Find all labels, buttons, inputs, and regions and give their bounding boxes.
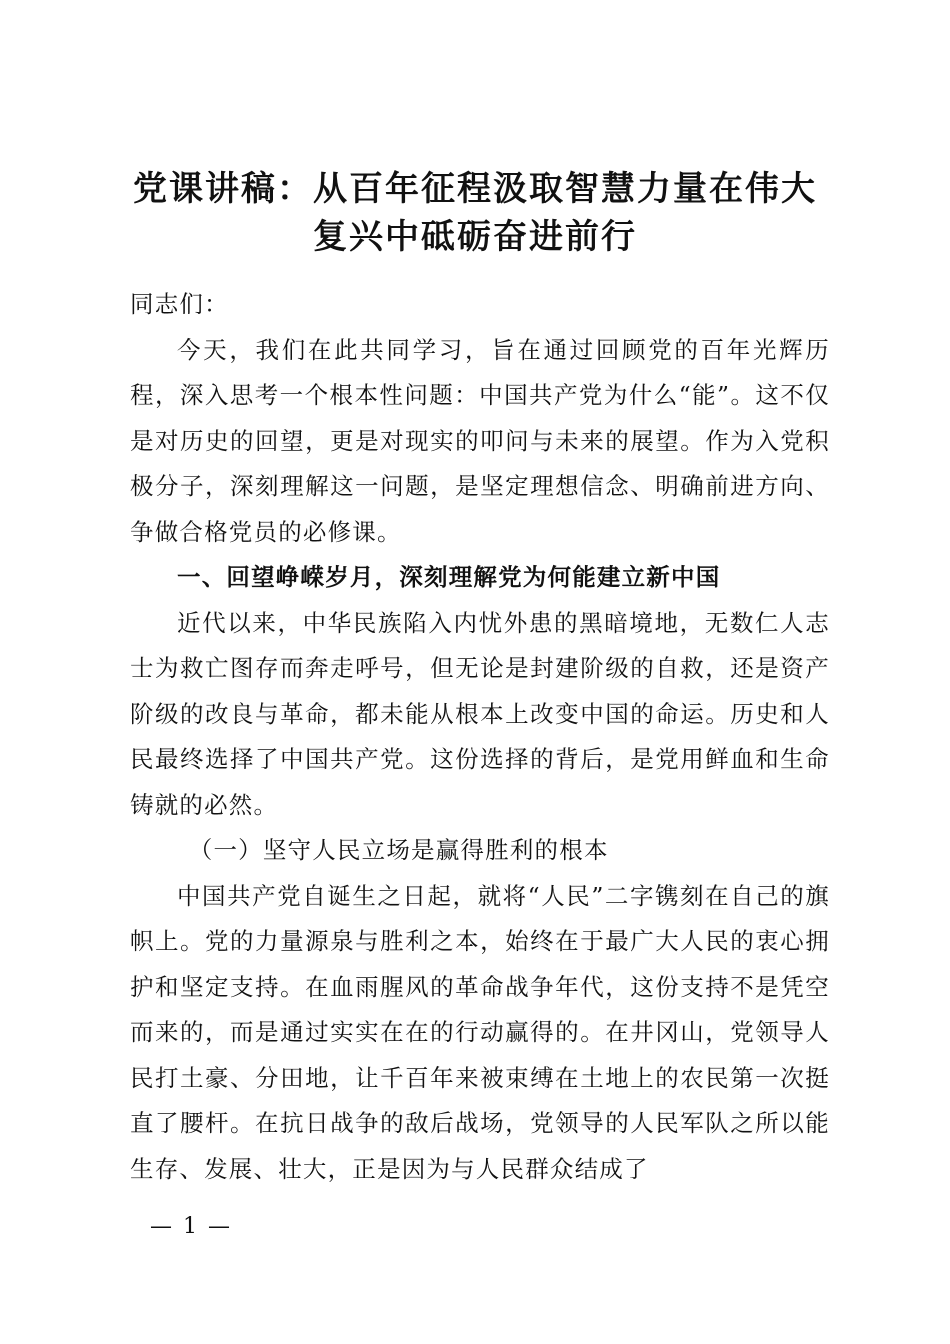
subsection-heading-1: （一）坚守人民立场是赢得胜利的根本: [188, 836, 609, 864]
page-number: — 1 —: [150, 1214, 232, 1239]
document-title: [100, 165, 850, 261]
paragraph-2: 中国共产党自诞生之日起，就将“人民”二字镌刻在自己的旗帜上。党的力量源泉与胜利之本，始终在于最广大人民的衷心拥护和坚定支持。在血雨腥风的革命战争年代，这份支持不是凭空而来的，而是通过实实在在的行动赢得的。在井冈山，党领导人民打土豪、分田地，让千百年来被束缚在土地上的农民第一次挺直了腰杆。在抗日战争的敌后战场，党领导的人民军队之所以能生存、发展、壮大，正是因为与人民群众结成了: [130, 881, 830, 1183]
section-heading-1: 一、回望峥嵘岁月，深刻理解党为何能建立新中国: [177, 563, 721, 591]
paragraph-1: 近代以来，中华民族陷入内忧外患的黑暗境地，无数仁人志士为救亡图存而奔走呼号，但无论是封建阶级的自救，还是资产阶级的改良与革命，都未能从根本上改变中国的命运。历史和人民最终选择了中国共产党。这份选择的背后，是党用鲜血和生命铸就的必然。: [130, 608, 830, 819]
document-body: [130, 282, 830, 1192]
title-line-2: 复兴中砥砺奋进前行: [313, 217, 637, 257]
salutation: 同志们：: [130, 290, 229, 318]
paragraph-intro: 今天，我们在此共同学习，旨在通过回顾党的百年光辉历程，深入思考一个根本性问题：中国共产党为什么“能”。这不仅是对历史的回望，更是对现实的叩问与未来的展望。作为入党积极分子，深刻理解这一问题，是坚定理想信念、明确前进方向、争做合格党员的必修课。: [130, 335, 830, 546]
title-line-1: 党课讲稿：从百年征程汲取智慧力量在伟大: [133, 169, 817, 209]
